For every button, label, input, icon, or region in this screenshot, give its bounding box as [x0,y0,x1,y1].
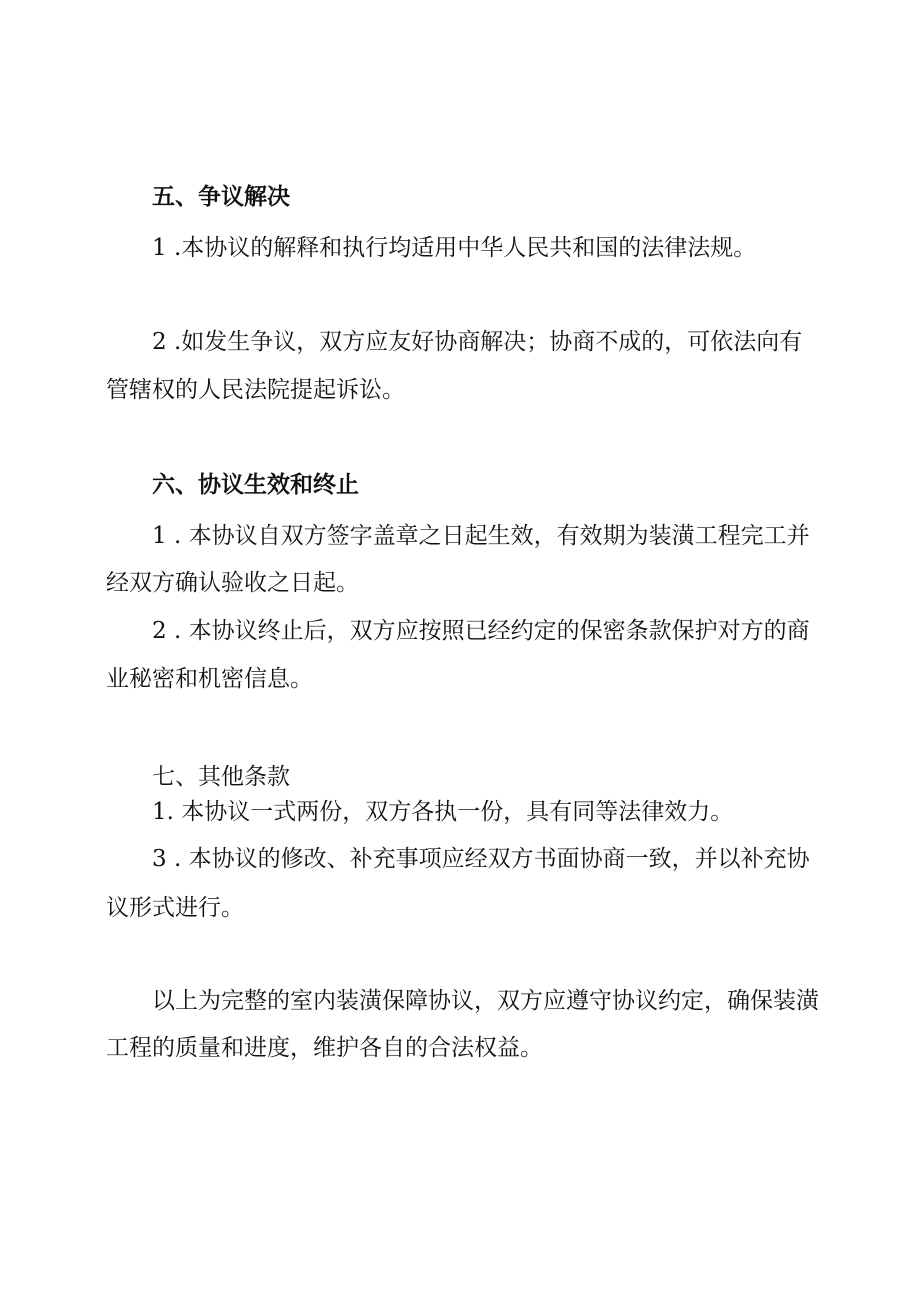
section-7-item-3-line-1: 3 . 本协议的修改、补充事项应经双方书面协商一致，并以补充协 [152,846,810,872]
conclusion-line-2: 工程的质量和进度，维护各自的合法权益。 [106,1035,543,1061]
conclusion-line-1: 以上为完整的室内装潢保障协议，双方应遵守协议约定，确保装潢 [152,988,819,1014]
section-5-item-1: 1 .本协议的解释和执行均适用中华人民共和国的法律法规。 [152,235,757,261]
section-7-heading: 七、其他条款 [152,764,290,790]
section-6-item-2-line-1: 2 . 本协议终止后，双方应按照已经约定的保密条款保护对方的商 [152,618,810,644]
section-6-item-1-line-2: 经双方确认验收之日起。 [106,570,359,596]
section-7-item-3-line-2: 议形式进行。 [106,895,244,921]
section-5-item-2-line-2: 管辖权的人民法院提起诉讼。 [106,377,405,403]
section-5-item-2-line-1: 2 .如发生争议，双方应友好协商解决；协商不成的，可依法向有 [152,329,803,355]
section-7-item-1: 1. 本协议一式两份，双方各执一份，具有同等法律效力。 [152,799,734,825]
section-6-item-2-line-2: 业秘密和机密信息。 [106,666,313,692]
section-6-heading: 六、协议生效和终止 [152,471,359,498]
section-5-heading: 五、争议解决 [152,183,290,210]
section-6-item-1-line-1: 1 . 本协议自双方签字盖章之日起生效，有效期为装潢工程完工并 [152,523,810,549]
